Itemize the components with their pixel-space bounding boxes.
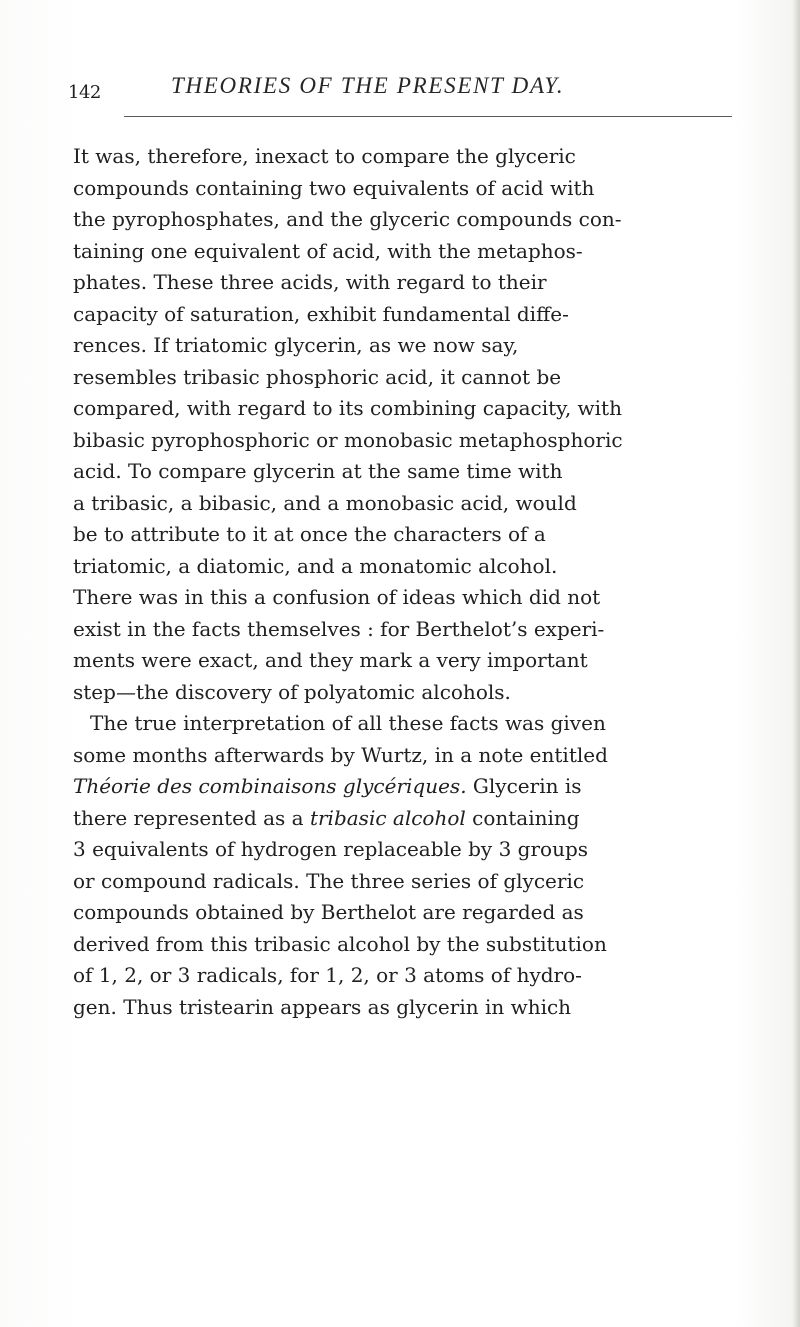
text-line [73,551,748,583]
text-line [73,645,748,677]
text-segment: there represented as a [73,805,310,830]
text-line [73,614,748,646]
page-number: 142 [68,82,101,103]
page-header [68,72,748,114]
text-segment: There was in this a confusion of ideas which did not [73,585,601,609]
text-segment: of 1, 2, or 3 radicals, for 1, 2, or 3 atoms of hydro- [73,963,582,987]
text-line [73,393,748,425]
text-line [73,267,748,299]
text-segment: triatomic, a diatomic, and a monatomic alcohol. [73,553,558,578]
text-segment: Glycerin is [466,774,582,798]
running-title: THEORIES OF THE PRESENT DAY. [171,73,565,98]
header-rule [124,116,732,117]
text-segment: ments were exact, and they mark a very important [73,648,588,672]
text-line [73,708,748,740]
text-segment: some months afterwards by Wurtz, in a note entitled [73,742,608,767]
text-segment: phates. These three acids, with regard to their [73,270,547,294]
text-line [73,173,748,205]
text-segment: It was, therefore, inexact to compare the glyceric [73,144,576,168]
text-line [73,299,748,331]
text-line [73,236,748,268]
text-segment: rences. If triatomic glycerin, as we now say, [73,333,519,357]
text-line [73,866,748,898]
text-segment: compounds obtained by Berthelot are regarded as [73,900,584,924]
text-segment: gen. Thus tristearin appears as glycerin in which [73,994,572,1019]
text-segment: exist in the facts themselves : for Berthelot’s experi- [73,616,605,641]
text-line [73,330,748,362]
text-segment: 3 equivalents of hydrogen replaceable by 3 groups [73,837,589,861]
text-line [73,204,748,236]
text-segment: compared, with regard to its combining capacity, with [73,396,622,420]
text-line [73,960,748,992]
text-line [73,803,748,835]
text-segment: taining one equivalent of acid, with the metaphos- [73,238,583,263]
text-line [73,582,748,614]
text-segment: resembles tribasic phosphoric acid, it cannot be [73,364,562,389]
text-line [73,897,748,929]
text-segment: be to attribute to it at once the characters of a [73,522,546,546]
text-segment: containing [465,805,580,830]
text-line [73,771,748,803]
text-line [73,740,748,772]
text-line [73,677,748,709]
text-segment: or compound radicals. The three series of glyceric [73,868,585,893]
text-segment: capacity of saturation, exhibit fundamental diffe- [73,301,569,326]
text-line [73,992,748,1024]
text-segment: a tribasic, a bibasic, and a monobasic acid, would [73,490,577,515]
text-line [73,519,748,551]
italic-text-segment: tribasic alcohol [309,805,466,830]
text-segment: compounds containing two equivalents of acid with [73,175,595,200]
text-line [73,425,748,457]
text-segment: the pyrophosphates, and the glyceric compounds con- [73,207,622,231]
text-line [73,141,748,173]
italic-text-segment: Théorie des combinaisons glycériques. [73,774,467,798]
text-segment: bibasic pyrophosphoric or monobasic metaphosphoric [73,427,623,452]
text-segment: step—the discovery of polyatomic alcohols. [73,679,511,704]
text-line [73,488,748,520]
text-line [73,929,748,961]
text-line [73,834,748,866]
text-line [73,362,748,394]
body-text [73,141,748,1023]
text-segment: The true interpretation of all these facts was given [90,711,606,735]
page-edge-shadow [792,0,800,1327]
text-line [73,456,748,488]
text-segment: derived from this tribasic alcohol by the substitution [73,931,607,956]
text-segment: acid. To compare glycerin at the same time with [73,459,563,483]
